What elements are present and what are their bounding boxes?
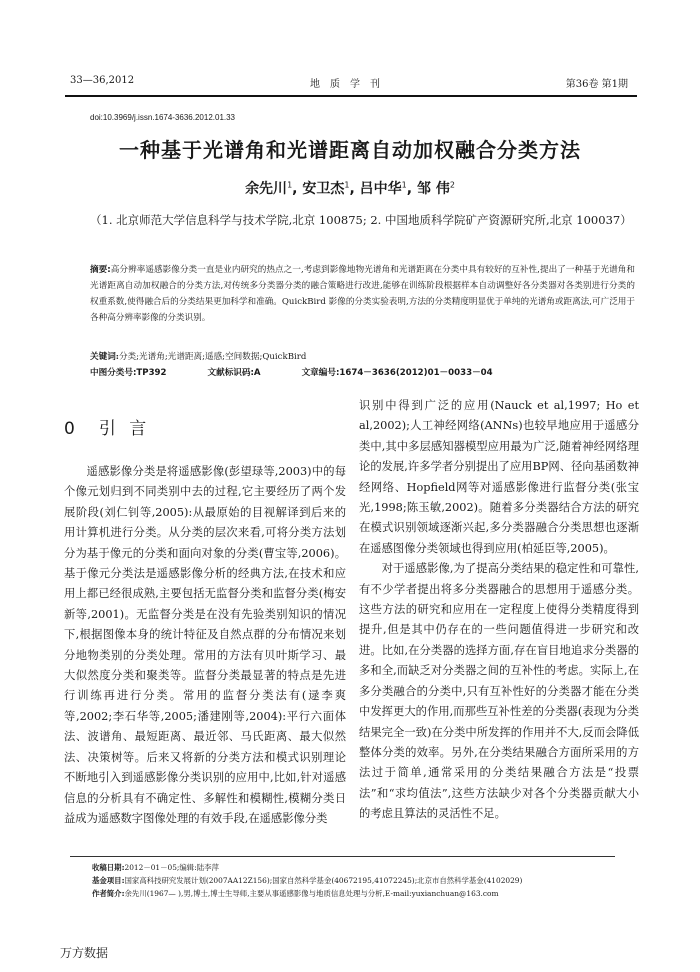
paper-title: 一种基于光谱角和光谱距离自动加权融合分类方法 [119,138,581,162]
footnote-funding [92,874,632,887]
footnote-label: 基金项目: [92,876,125,886]
header-volume-issue: 第36卷 第1期 [565,79,628,90]
document-code: 文献标识码:A [207,368,261,378]
source-watermark: 万方数据 [60,946,109,960]
author-affil-marker: 1 [287,180,293,190]
author-affil-marker: 1 [401,180,407,190]
footnote-text: 余先川(1967— ),男,博士,博士生导师,主要从事遥感影像与地质信息处理与分析,E-mail:yuxianchuan@163.com [124,889,499,899]
footnote-rule [70,856,615,857]
footnote-received [92,861,632,874]
doi: doi:10.3969/j.issn.1674-3636.2012.01.33 [90,113,236,122]
paragraph: 对于遥感影像,为了提高分类结果的稳定性和可靠性,有不少学者提出将多分类器融合的思想用于遥感分类。这些方法的研究和应用在一定程度上使得分类精度得到提升,但是其中仍存在的一些问题值得进一步研究和改进。比如,在分类器的选择方面,存在盲目地追求分类器的多和全,而缺乏对分类器之间的互补性的考虑。实际上,在多分类融合的分类中,只有互补性好的分类器才能在分类中发挥更大的作用,而那些互补性差的分类器(表现为分类结果完全一致)在分类中所发挥的作用并不大,反而会降低整体分类的效率。另外,在分类结果融合方面所采用的方法过于简单,通常采用的分类结果融合方法是“投票法”和“求均值法”,这些方法缺少对各个分类器贡献大小的考虑且算法的灵活性不足。 [359,562,639,821]
abstract-label: 摘要: [90,265,111,275]
keywords [90,350,635,362]
header-page-range: 33—36,2012 [70,75,135,86]
paragraph: 识别中得到广泛的应用(Nauck et al,1997; Ho et al,2002);人工神经网络(ANNs)也较早地应用于遥感分类中,其中多层感知器模型应用最为广泛,随着神经网络理论的发展,许多学者分别提出了应用BP网、径向基函数神经网络、Hopfield网等对遥感影像进行监督分类(张宝光,1998;陈玉敏,2002)。随着多分类器结合方法的研究在模式识别领域逐渐兴起,多分类器融合分类思想也逐渐在遥感图像分类领域也得到应用(柏延臣等,2005)。 [359,399,639,555]
author-affil-marker: 2 [449,180,455,190]
abstract-text: 高分辨率遥感影像分类一直是业内研究的热点之一,考虑到影像地物光谱角和光谱距离在分类中具有较好的互补性,提出了一种基于光谱角和光谱距离自动加权融合的分类方法,对传统多分类器分类的融合策略进行改进,能够在训练阶段根据样本自动调整好各分类器对各类别进行分类的权重系数,使得融合后的分类结果更加科学和准确。QuickBird 影像的分类实验表明,方法的分类精度明显优于单纯的光谱角或距离法,可广泛用于各种高分辨率影像的分类识别。 [90,265,636,324]
footnotes [92,861,632,901]
header-rule [65,95,637,97]
footnote-author-bio [92,887,632,900]
abstract [90,262,635,326]
author-name: 邹 伟 [416,181,450,197]
author-list: 余先川$^1$, 安卫杰$^1$, 吕中华$^1$, 邹 伟$^2$ [245,180,455,197]
header-journal-name: 地质学刊 [310,79,390,90]
footnote-text: 2012－01－05;编辑:陆李萍 [124,863,219,872]
footnote-label: 收稿日期: [92,863,125,872]
body-column-right [359,396,639,825]
classification-meta [90,366,635,378]
footnote-text: 国家高科技研究发展计划(2007AA12Z156);国家自然科学基金(40672195,41072245);北京市自然科学基金(4102029) [124,876,523,886]
body-column-left [64,462,346,829]
keywords-label: 关键词: [90,352,119,362]
article-number: 文章编号:1674－3636(2012)01－0033－04 [301,368,493,378]
section-title: 引 言 [98,419,151,439]
keywords-text: 分类;光谱角;光谱距离;遥感;空间数据;QuickBird [118,352,307,362]
section-heading [64,414,150,439]
clc-number: 中图分类号:TP392 [90,368,167,378]
author-name: 余先川 [245,181,288,197]
author-name: 安卫杰 [302,181,345,197]
paragraph: 遥感影像分类是将遥感影像(彭望琭等,2003)中的每个像元划归到不同类别中去的过程,它主要经历了两个发展阶段(刘仁钊等,2005):从最原始的目视解译到后来的用计算机进行分类。从分类的层次来看,可将分类方法划分为基于像元的分类和面向对象的分类(曹宝等,2006)。基于像元分类法是遥感影像分析的经典方法,在技术和应用上都已经很成熟,主要包括无监督分类和监督分类(梅安新等,2001)。无监督分类是在没有先验类别知识的情况下,根据图像本身的统计特征及自然点群的分布情况来划分地物类别的分类处理。常用的方法有贝叶斯学习、最大似然度分类和聚类等。监督分类最显著的特点是先进行训练再进行分类。常用的监督分类法有(逯李爽等,2002;李石华等,2005;潘建刚等,2004):平行六面体法、波谱角、最短距离、最近邻、马氏距离、最大似然法、决策树等。后来又将新的分类方法和模式识别理论不断地引入到遥感影像分类识别的应用中,比如,针对遥感信息的分析具有不确定性、多解性和模糊性,模糊分类日益成为遥感数字图像处理的有效手段,在遥感影像分类 [64,465,346,825]
affiliations: （1. 北京师范大学信息科学与技术学院,北京 100875; 2. 中国地质科学院矿产资源研究所,北京 100037） [90,213,632,227]
section-number: 0 [64,419,79,439]
author-affil-marker: 1 [344,180,350,190]
footnote-label: 作者简介: [92,889,125,899]
author-name: 吕中华 [359,181,402,197]
